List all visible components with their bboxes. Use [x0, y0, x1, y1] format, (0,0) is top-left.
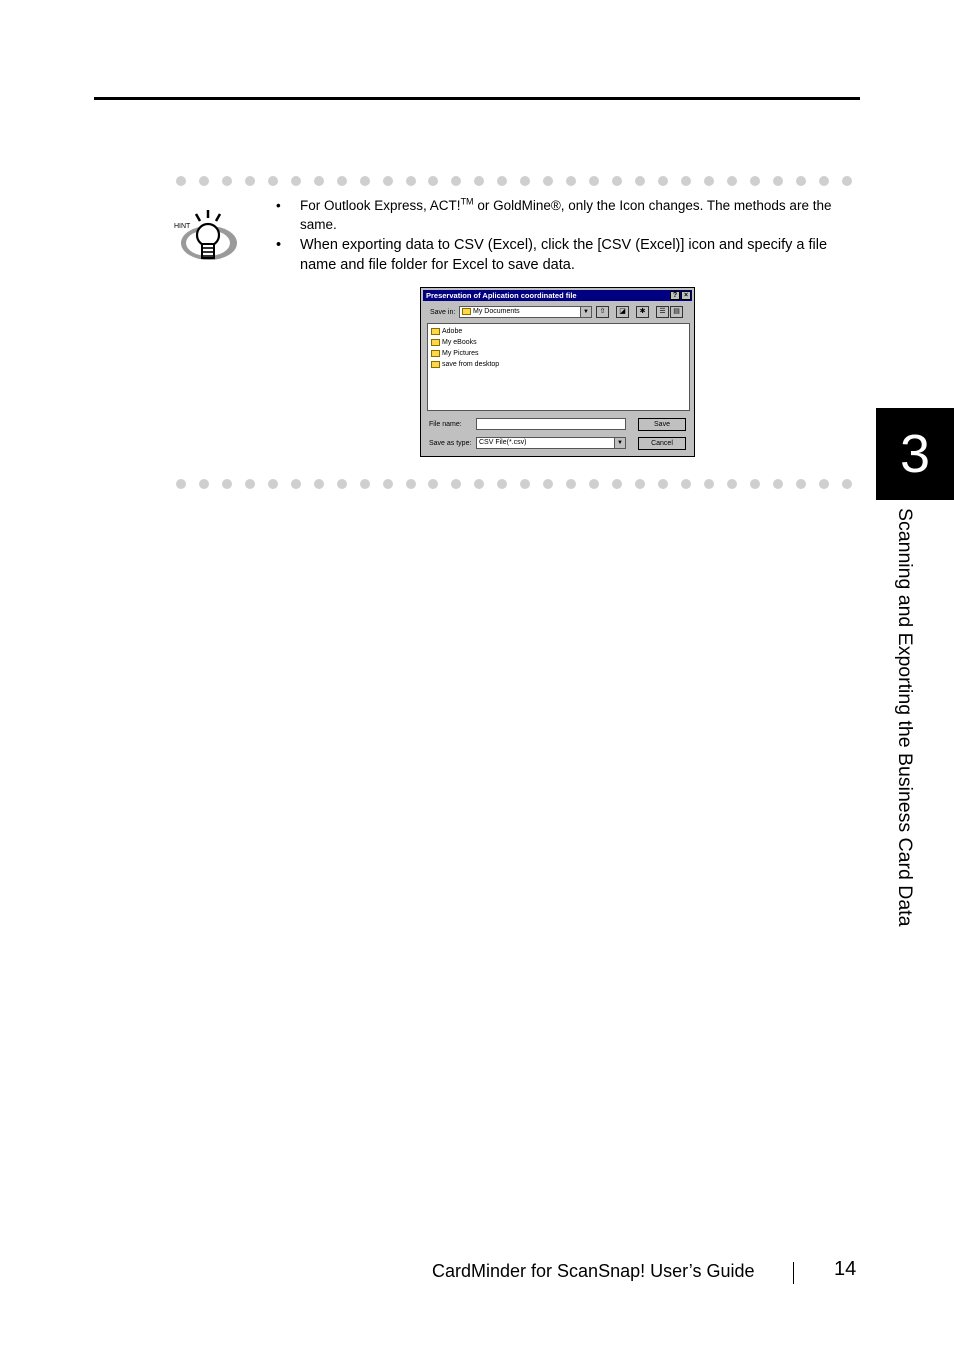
dotted-divider-top — [176, 176, 852, 188]
page-number: 14 — [834, 1258, 857, 1280]
list-item[interactable]: My eBooks — [431, 338, 477, 348]
divider-dot — [199, 479, 209, 489]
bullet-symbol: • — [276, 198, 281, 213]
divider-dot — [658, 176, 668, 186]
divider-dot — [291, 176, 301, 186]
divider-dot — [773, 176, 783, 186]
divider-dot — [727, 176, 737, 186]
footer-separator — [793, 1262, 794, 1284]
divider-dot — [176, 479, 186, 489]
divider-dot — [474, 479, 484, 489]
up-folder-icon[interactable]: ⇧ — [596, 306, 609, 318]
divider-dot — [589, 176, 599, 186]
divider-dot — [383, 176, 393, 186]
divider-dot — [268, 479, 278, 489]
chevron-down-icon[interactable]: ▼ — [580, 307, 591, 317]
divider-dot — [337, 479, 347, 489]
chapter-number-tab: 3 — [876, 408, 954, 500]
divider-dot — [589, 479, 599, 489]
hint-bullet-2 — [276, 235, 850, 275]
divider-dot — [314, 479, 324, 489]
desktop-icon[interactable]: ◪ — [616, 306, 629, 318]
divider-dot — [222, 479, 232, 489]
list-item[interactable]: Adobe — [431, 327, 462, 337]
divider-dot — [406, 176, 416, 186]
divider-dot — [566, 479, 576, 489]
divider-dot — [451, 479, 461, 489]
bullet-symbol: • — [276, 237, 282, 253]
bullet1-text-before: For Outlook Express, ACT! — [300, 198, 461, 213]
divider-dot — [176, 176, 186, 186]
divider-dot — [520, 176, 530, 186]
divider-dot — [199, 176, 209, 186]
hint-label: HINT — [174, 223, 191, 230]
divider-dot — [520, 479, 530, 489]
hint-bullet-list — [276, 196, 850, 275]
list-view-icon[interactable]: ☰ — [656, 306, 669, 318]
trademark-superscript: TM — [460, 196, 474, 207]
folder-icon — [431, 328, 440, 335]
save-as-type-dropdown[interactable] — [476, 437, 626, 449]
chapter-title: Scanning and Exporting the Business Card Data — [894, 508, 916, 927]
save-as-type-value: CSV File(*.csv) — [479, 439, 527, 446]
divider-dot — [612, 479, 622, 489]
details-view-icon[interactable]: ▤ — [670, 306, 683, 318]
divider-dot — [543, 176, 553, 186]
divider-dot — [406, 479, 416, 489]
file-name-input[interactable] — [476, 418, 626, 430]
footer-guide-title: CardMinder for ScanSnap! User’s Guide — [432, 1261, 755, 1281]
divider-dot — [796, 176, 806, 186]
divider-dot — [337, 176, 347, 186]
hint-bullet-1 — [276, 196, 850, 234]
divider-dot — [428, 479, 438, 489]
divider-dot — [543, 479, 553, 489]
save-in-dropdown[interactable] — [459, 306, 592, 318]
file-name-label: File name: — [429, 421, 462, 428]
divider-dot — [773, 479, 783, 489]
top-rule — [94, 97, 860, 100]
divider-dot — [566, 176, 576, 186]
divider-dot — [842, 479, 852, 489]
new-folder-icon[interactable]: ✱ — [636, 306, 649, 318]
divider-dot — [635, 176, 645, 186]
divider-dot — [497, 479, 507, 489]
divider-dot — [796, 479, 806, 489]
divider-dot — [819, 176, 829, 186]
divider-dot — [314, 176, 324, 186]
divider-dot — [612, 176, 622, 186]
file-list — [427, 323, 690, 411]
divider-dot — [704, 479, 714, 489]
divider-dot — [750, 479, 760, 489]
save-in-value: My Documents — [473, 308, 520, 315]
folder-icon — [431, 339, 440, 346]
hint-bulb-icon — [172, 207, 238, 267]
divider-dot — [727, 479, 737, 489]
save-as-type-label: Save as type: — [429, 440, 472, 447]
cancel-button[interactable]: Cancel — [638, 437, 686, 450]
divider-dot — [291, 479, 301, 489]
save-file-dialog — [420, 287, 695, 457]
divider-dot — [819, 479, 829, 489]
help-button[interactable]: ? — [670, 291, 680, 300]
divider-dot — [360, 176, 370, 186]
dialog-title: Preservation of Aplication coordinated file — [426, 291, 577, 300]
divider-dot — [428, 176, 438, 186]
close-button[interactable]: × — [681, 291, 691, 300]
list-item[interactable]: My Pictures — [431, 349, 479, 359]
divider-dot — [658, 479, 668, 489]
folder-icon — [431, 361, 440, 368]
divider-dot — [222, 176, 232, 186]
dialog-title-bar — [423, 290, 692, 301]
divider-dot — [635, 479, 645, 489]
divider-dot — [451, 176, 461, 186]
folder-icon — [431, 350, 440, 357]
divider-dot — [383, 479, 393, 489]
divider-dot — [681, 176, 691, 186]
chapter-side-title — [880, 508, 930, 998]
divider-dot — [474, 176, 484, 186]
divider-dot — [268, 176, 278, 186]
folder-icon — [462, 308, 471, 315]
divider-dot — [750, 176, 760, 186]
list-item[interactable]: save from desktop — [431, 360, 499, 370]
divider-dot — [497, 176, 507, 186]
dotted-divider-bottom — [176, 479, 852, 491]
bullet1-text-after: or GoldMine®, only the Icon changes. The methods are the same. — [300, 198, 832, 232]
divider-dot — [704, 176, 714, 186]
divider-dot — [681, 479, 691, 489]
divider-dot — [245, 176, 255, 186]
save-in-label: Save in: — [430, 309, 456, 316]
divider-dot — [360, 479, 370, 489]
save-button[interactable]: Save — [638, 418, 686, 431]
divider-dot — [245, 479, 255, 489]
bullet2-text: When exporting data to CSV (Excel), click the [CSV (Excel)] icon and specify a file name and file folder for Excel to save data. — [300, 237, 828, 273]
divider-dot — [842, 176, 852, 186]
chevron-down-icon[interactable]: ▼ — [614, 438, 625, 448]
